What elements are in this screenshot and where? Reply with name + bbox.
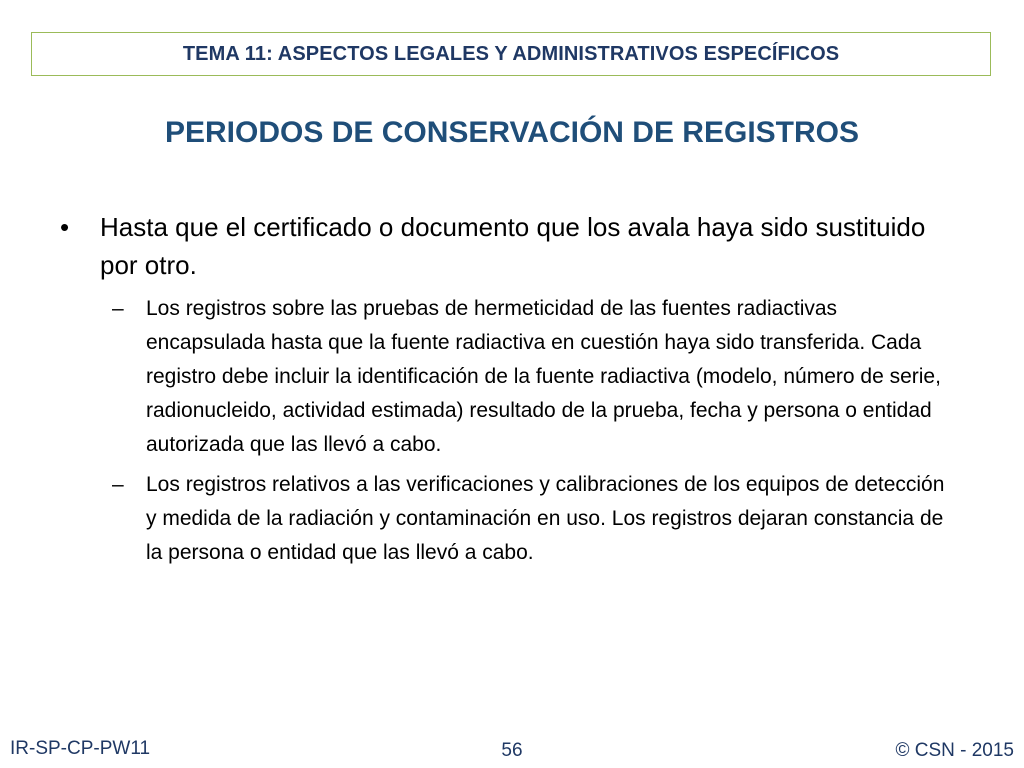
sub-list	[56, 292, 976, 570]
sub-item-marker: –	[112, 473, 124, 496]
header-box	[31, 32, 991, 76]
footer-code: IR-SP-CP-PW11	[10, 738, 151, 759]
page-number: 56	[501, 740, 523, 761]
bullet-text: Hasta que el certificado o documento que los avala haya sido sustituido por otro.	[100, 212, 926, 280]
bullet-marker: •	[60, 212, 70, 242]
sub-item	[112, 468, 976, 570]
footer-copyright: © CSN - 2015	[895, 740, 1014, 761]
slide-title: PERIODOS DE CONSERVACIÓN DE REGISTROS	[165, 116, 859, 149]
sub-item-marker: –	[112, 297, 124, 320]
slide-content	[56, 208, 976, 576]
sub-item	[112, 292, 976, 462]
bullet-item	[56, 208, 976, 284]
sub-item-text: Los registros sobre las pruebas de hermeticidad de las fuentes radiactivas encapsulada hasta que la fuente radiactiva en cuestión haya sido transferida. Cada registro debe incluir la identificación de la fuente radiactiva (modelo, número de serie, radionucleido, actividad estimada) resultado de la prueba, fecha y persona o entidad autorizada que las llevó a cabo.	[146, 297, 941, 456]
sub-item-text: Los registros relativos a las verificaciones y calibraciones de los equipos de detección y medida de la radiación y contaminación en uso. Los registros dejaran constancia de la persona o entidad que las llevó a cabo.	[146, 473, 945, 564]
header-title: TEMA 11: ASPECTOS LEGALES Y ADMINISTRATIVOS ESPECÍFICOS	[182, 42, 840, 65]
